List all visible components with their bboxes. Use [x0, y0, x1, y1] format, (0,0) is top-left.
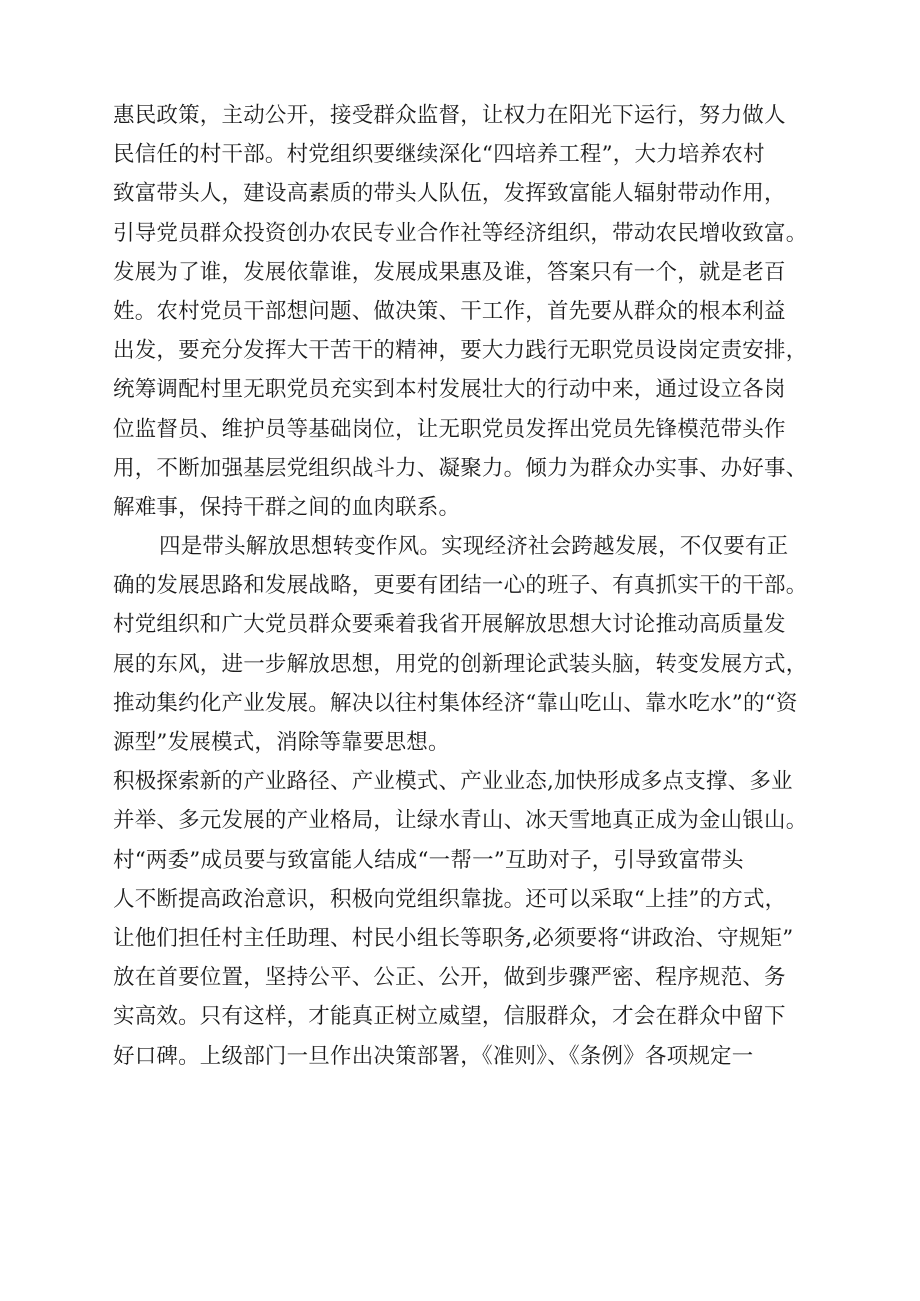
text-line: 用，不断加强基层党组织战斗力、凝聚力。倾力为群众办实事、办好事、 — [113, 455, 808, 481]
text-line: 放在首要位置，坚持公平、公正、公开，做到步骤严密、程序规范、务 — [113, 965, 786, 991]
body-text — [113, 96, 833, 1076]
text-line: 村“两委”成员要与致富能人结成“一帮一”互助对子，引导致富带头 — [113, 847, 744, 873]
text-line: 确的发展思路和发展战略，更要有团结一心的班子、有真抓实干的干部。 — [113, 573, 808, 599]
text-line: 人不断提高政治意识，积极向党组织靠拢。还可以采取“上挂”的方式， — [113, 886, 787, 912]
text-line: 发展为了谁，发展依靠谁，发展成果惠及谁，答案只有一个，就是老百 — [113, 259, 786, 285]
text-line: 源型”发展模式，消除等靠要思想。 — [113, 730, 450, 755]
text-line: 好口碑。上级部门一旦作出决策部署，《准则》、《条例》各项规定一 — [113, 1043, 754, 1069]
text-line: 民信任的村干部。村党组织要继续深化“四培养工程”，大力培养农村 — [113, 142, 765, 168]
text-line: 致富带头人，建设高素质的带头人队伍，发挥致富能人辐射带动作用， — [113, 181, 786, 207]
text-line: 并举、多元发展的产业格局，让绿水青山、冰天雪地真正成为金山银山。 — [113, 808, 808, 834]
text-line: 惠民政策，主动公开，接受群众监督，让权力在阳光下运行，努力做人 — [113, 103, 786, 128]
paragraph-heading-line: 四是带头解放思想转变作风。实现经济社会跨越发展，不仅要有正 — [159, 534, 789, 560]
text-line: 引导党员群众投资创办农民专业合作社等经济组织，带动农民增收致富。 — [113, 220, 808, 246]
text-line: 推动集约化产业发展。解决以往村集体经济“靠山吃山、靠水吃水”的“资 — [113, 690, 798, 716]
text-line: 积极探索新的产业路径、产业模式、产业业态,加快形成多点支撑、多业 — [113, 769, 793, 795]
text-line: 展的东风，进一步解放思想，用党的创新理论武装头脑，转变发展方式， — [113, 651, 808, 677]
text-line: 出发，要充分发挥大干苦干的精神，要大力践行无职党员设岗定责安排， — [113, 338, 808, 364]
text-line: 让他们担任村主任助理、村民小组长等职务,必须要将“讲政治、守规矩” — [113, 925, 794, 951]
text-line: 解难事，保持干群之间的血肉联系。 — [113, 494, 461, 520]
text-line: 姓。农村党员干部想问题、做决策、干工作，首先要从群众的根本利益 — [113, 298, 786, 324]
text-line: 村党组织和广大党员群众要乘着我省开展解放思想大讨论推动高质量发 — [113, 612, 786, 638]
text-line: 统筹调配村里无职党员充实到本村发展壮大的行动中来，通过设立各岗 — [113, 377, 786, 403]
text-line: 实高效。只有这样，才能真正树立威望，信服群众，才会在群众中留下 — [113, 1004, 786, 1030]
text-line: 位监督员、维护员等基础岗位，让无职党员发挥出党员先锋模范带头作 — [113, 416, 786, 442]
